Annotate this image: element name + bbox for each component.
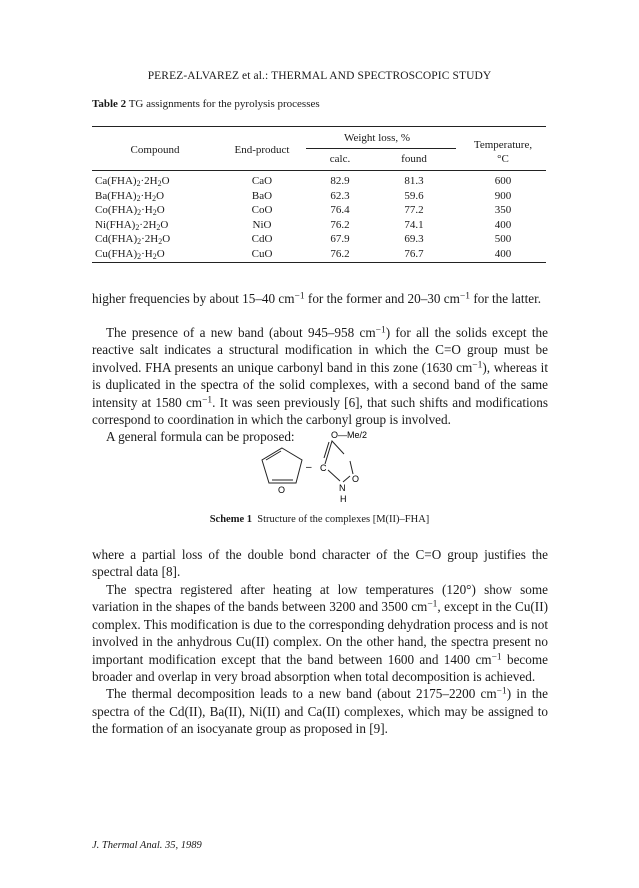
p5-sup-2: −1 bbox=[491, 652, 502, 663]
formula-part: 2 bbox=[136, 178, 141, 188]
formula-part: Ni(FHA) bbox=[95, 218, 136, 231]
table-cell-end-product: NiO bbox=[252, 218, 272, 231]
p6-sup-1: −1 bbox=[496, 687, 507, 698]
hydrogen-label: H bbox=[340, 494, 347, 504]
table-cell-calc: 67.9 bbox=[330, 233, 350, 245]
table-label: Table 2 bbox=[92, 98, 127, 110]
table-cell-calc: 76.4 bbox=[330, 204, 350, 216]
table-cell-temperature: 350 bbox=[494, 204, 512, 216]
formula-part: 2 bbox=[152, 251, 157, 261]
p1-text-a: higher frequencies by about 15–40 cm bbox=[92, 291, 295, 306]
formula-part: 2 bbox=[136, 193, 141, 203]
p5-text-a: The spectra registered after heating at low temperatures (120°) show some variation in the shapes of the bands between 3200 and 3500 cm bbox=[92, 582, 548, 615]
table-cell-found: 69.3 bbox=[404, 233, 424, 245]
header-end-product: End-product bbox=[234, 144, 290, 156]
formula-part: Co(FHA) bbox=[95, 204, 138, 216]
p1-sup-2: −1 bbox=[459, 291, 471, 302]
table-cell-end-product: CaO bbox=[251, 175, 273, 187]
p2-text-b: ) for all the solids except the reactive salt indicates a structural modification in which the C=O group must be involved. FHA presents an unique carbonyl band in this zone (1630 cm bbox=[92, 325, 548, 375]
header-temp-unit: °C bbox=[497, 153, 509, 165]
scheme-caption bbox=[0, 514, 639, 525]
formula-part: 2 bbox=[137, 236, 142, 246]
p4-text: where a partial loss of the double bond character of the C=O group justifies the spectral data [8]. bbox=[92, 547, 548, 580]
p1-sup-1: −1 bbox=[294, 291, 305, 302]
table-cell-end-product: CdO bbox=[251, 233, 273, 245]
formula-part: Ba(FHA) bbox=[95, 189, 137, 202]
table-cell-calc: 76.2 bbox=[330, 247, 350, 260]
formula-part: O bbox=[160, 218, 169, 231]
p6-text-a: The thermal decomposition leads to a new band (about 2175–2200 cm bbox=[106, 686, 497, 702]
table-cell-calc: 82.9 bbox=[330, 175, 350, 187]
table-cell-compound bbox=[95, 219, 215, 232]
table-caption bbox=[92, 98, 320, 110]
formula-part: Cd(FHA) bbox=[95, 233, 138, 245]
table-bottom-rule bbox=[92, 262, 546, 263]
table-cell-compound bbox=[95, 204, 215, 217]
p2-text-d: . It was seen previously [6], that such shifts and modifications correspond to coordination in which the carbonyl group is involved. bbox=[92, 394, 548, 428]
ring-oxygen: O bbox=[352, 474, 360, 484]
table-cell-found: 76.7 bbox=[404, 247, 424, 260]
nitrogen-label: N bbox=[339, 483, 346, 493]
table-cell-compound bbox=[95, 248, 215, 261]
table-cell-found: 74.1 bbox=[404, 218, 424, 231]
table-cell-found: 77.2 bbox=[404, 204, 424, 216]
table-cell-end-product: BaO bbox=[251, 189, 273, 202]
table-cell-calc: 76.2 bbox=[330, 218, 350, 231]
p2-sup-2: −1 bbox=[472, 360, 483, 371]
formula-part: O bbox=[156, 189, 165, 202]
weight-loss-rule bbox=[306, 148, 456, 149]
paragraph-1 bbox=[92, 290, 548, 307]
table-cell-temperature: 400 bbox=[494, 218, 512, 231]
table-cell-compound bbox=[95, 233, 215, 246]
paragraph-5 bbox=[92, 581, 548, 738]
table-top-rule bbox=[92, 126, 546, 127]
table-cell-compound bbox=[95, 190, 215, 203]
table-header-rule bbox=[92, 170, 546, 171]
paragraph-4 bbox=[92, 546, 548, 581]
p2-text-c: ), whereas it is duplicated in the spectra of the solid complexes, with a second band of the same intensity at 1580 cm bbox=[92, 359, 549, 410]
p2-sup-1: −1 bbox=[375, 325, 386, 336]
metal-label: O—Me/2 bbox=[331, 430, 368, 440]
table-cell-found: 81.3 bbox=[404, 175, 424, 187]
formula-part: ·2H bbox=[140, 175, 158, 187]
scheme-caption-text: Structure of the complexes [M(II)–FHA] bbox=[257, 514, 430, 525]
formula-part: 2 bbox=[152, 193, 157, 203]
formula-part: ·H bbox=[141, 247, 153, 260]
table-cell-compound bbox=[95, 175, 215, 188]
table-cell-temperature: 900 bbox=[494, 189, 512, 202]
formula-part: Ca(FHA) bbox=[95, 175, 137, 187]
journal-footer: J. Thermal Anal. 35, 1989 bbox=[92, 840, 202, 851]
paragraph-3: A general formula can be proposed: bbox=[106, 429, 295, 445]
p2-sup-3: −1 bbox=[202, 395, 213, 406]
formula-part: 2 bbox=[152, 207, 157, 217]
header-calc: calc. bbox=[329, 153, 351, 165]
formula-part: 2 bbox=[156, 222, 161, 232]
p1-text-c: for the latter. bbox=[470, 291, 542, 306]
p5-text-c: become broader and overlap in very broad absorption when total decomposition is achieved. bbox=[92, 651, 548, 685]
table-cell-calc: 62.3 bbox=[330, 189, 350, 202]
running-header: PEREZ-ALVAREZ et al.: THERMAL AND SPECTROSCOPIC STUDY bbox=[147, 70, 492, 82]
table-cell-end-product: CuO bbox=[251, 247, 273, 260]
table-caption-text: TG assignments for the pyrolysis processes bbox=[128, 98, 320, 110]
furan-oxygen: O bbox=[278, 485, 286, 495]
formula-part: ·2H bbox=[139, 218, 157, 231]
p5-sup-1: −1 bbox=[427, 600, 438, 611]
formula-part: ·H bbox=[141, 204, 153, 216]
header-weight-loss: Weight loss, % bbox=[343, 132, 411, 144]
header-temperature: Temperature, bbox=[473, 139, 533, 151]
table-cell-temperature: 500 bbox=[494, 233, 512, 245]
formula-part: 2 bbox=[137, 251, 142, 261]
p6-text-b: ) in the spectra of the Cd(II), Ba(II), Ni(II) and Ca(II) complexes, which may be assigned to the formation of an isocyanate group as proposed in [9]. bbox=[92, 686, 548, 737]
formula-part: O bbox=[156, 204, 165, 216]
table-cell-temperature: 400 bbox=[494, 247, 512, 260]
table-cell-found: 59.6 bbox=[404, 189, 424, 202]
formula-part: O bbox=[161, 175, 170, 187]
formula-part: Cu(FHA) bbox=[95, 247, 138, 260]
p5-text-b: , except in the Cu(II) complex. This modification is due to the corresponding dehydration process and is not involved in the anhydrous Cu(II) complex. On the other hand, the spectra present no important modification except that the band between 1600 and 1400 cm bbox=[92, 599, 548, 667]
header-found: found bbox=[401, 153, 427, 165]
formula-part: ·2H bbox=[141, 233, 159, 245]
formula-part: O bbox=[156, 247, 165, 260]
furan-ring bbox=[262, 448, 302, 483]
bond-dash: – bbox=[306, 462, 312, 473]
p2-text-a: The presence of a new band (about 945–958 cm bbox=[106, 325, 376, 340]
scheme-structure bbox=[240, 428, 410, 510]
table-cell-temperature: 600 bbox=[494, 175, 512, 187]
formula-part: 2 bbox=[137, 207, 142, 217]
chelate-ring bbox=[324, 441, 353, 482]
header-compound: Compound bbox=[130, 144, 180, 156]
p1-text-b: for the former and 20–30 cm bbox=[304, 291, 460, 306]
formula-part: 2 bbox=[135, 222, 140, 232]
scheme-label: Scheme 1 bbox=[209, 514, 252, 525]
table-cell-end-product: CoO bbox=[251, 204, 273, 216]
formula-part: O bbox=[162, 233, 171, 245]
carbon-label: C bbox=[320, 463, 327, 473]
formula-part: 2 bbox=[158, 236, 163, 246]
formula-part: 2 bbox=[157, 178, 162, 188]
formula-part: ·H bbox=[140, 189, 153, 202]
